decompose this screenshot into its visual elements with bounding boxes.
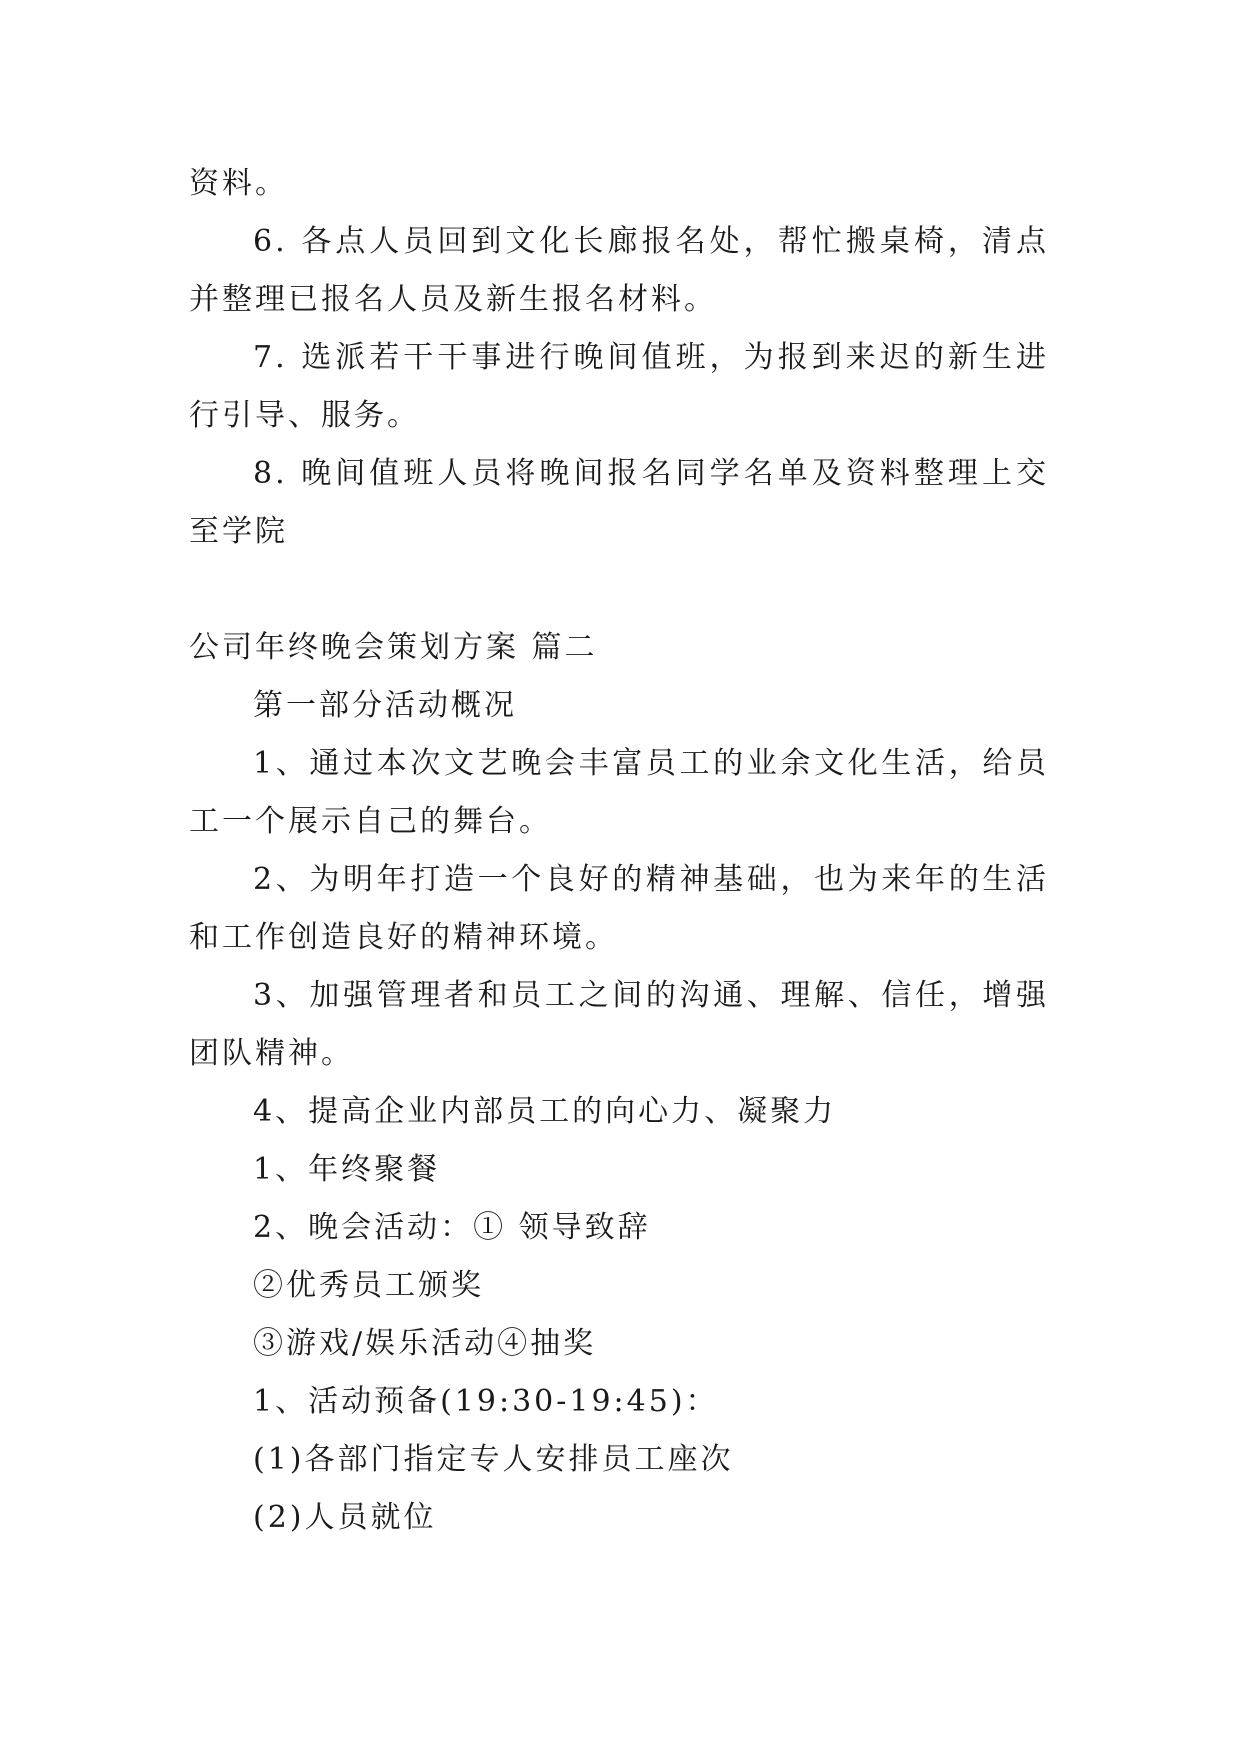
text-line: 并整理已报名人员及新生报名材料。: [189, 282, 717, 317]
text-line: 至学院: [189, 514, 288, 549]
text-line: 和工作创造良好的精神环境。: [189, 920, 618, 955]
text-line: 6. 各点人员回到文化长廊报名处，帮忙搬桌椅，清点: [253, 224, 1049, 259]
text-line: (2)人员就位: [253, 1500, 437, 1535]
text-line: 工一个展示自己的舞台。: [189, 804, 552, 839]
text-line: 7. 选派若干干事进行晚间值班，为报到来迟的新生进: [253, 340, 1049, 375]
text-line: (1)各部门指定专人安排员工座次: [253, 1442, 734, 1477]
text-line: 1、活动预备(19:30-19:45)：: [253, 1384, 719, 1419]
section-title: 公司年终晚会策划方案 篇二: [189, 630, 598, 665]
text-line: 2、晚会活动：① 领导致辞: [253, 1210, 651, 1245]
text-line: 4、提高企业内部员工的向心力、凝聚力: [253, 1094, 837, 1129]
text-line: 2、为明年打造一个良好的精神基础，也为来年的生活: [253, 862, 1049, 897]
text-line: 资料。: [189, 166, 288, 201]
text-line: 团队精神。: [189, 1036, 354, 1071]
text-line: 1、年终聚餐: [253, 1152, 441, 1187]
text-line: 8. 晚间值班人员将晚间报名同学名单及资料整理上交: [253, 456, 1049, 491]
text-line: ②优秀员工颁奖: [253, 1268, 484, 1303]
text-line: 行引导、服务。: [189, 398, 420, 433]
section-subtitle: 第一部分活动概况: [253, 688, 517, 723]
text-line: 3、加强管理者和员工之间的沟通、理解、信任，增强: [253, 978, 1049, 1013]
text-line: 1、通过本次文艺晚会丰富员工的业余文化生活，给员: [253, 746, 1049, 781]
text-line: ③游戏/娱乐活动④抽奖: [253, 1326, 597, 1361]
